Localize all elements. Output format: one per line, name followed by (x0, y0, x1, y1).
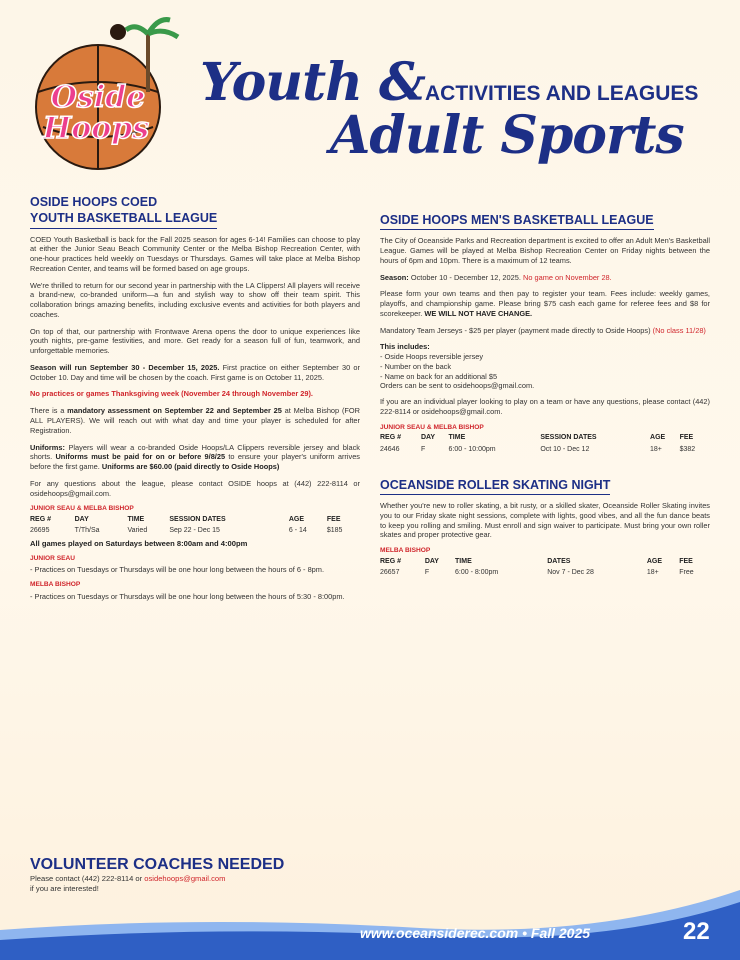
volunteer-section (30, 856, 370, 894)
table-row: 26657 F 6:00 - 8:00pm Nov 7 - Dec 28 18+ Free (380, 569, 694, 577)
season-dates-bold: Season will run September 30 - December 15, 2025. (30, 362, 220, 372)
mens-league-section (380, 212, 710, 578)
title-line-2: Adult Sports (330, 105, 684, 166)
games-note: All games played on Saturdays between 8:00am and 4:00pm (30, 538, 248, 548)
youth-title-line-2: YOUTH BASKETBALL LEAGUE (30, 210, 217, 228)
junior-seau-text: - Practices on Tuesdays or Thursdays will be one hour long between the hours of 6 - 8pm. (30, 565, 325, 575)
junior-seau-heading: JUNIOR SEAU (30, 554, 76, 562)
mens-season-paragraph: Season: October 10 - December 12, 2025. No game on November 28. (380, 272, 612, 282)
oside-hoops-logo (18, 12, 188, 177)
svg-text:Oside: Oside (50, 80, 146, 115)
page-number: 22 (683, 918, 710, 945)
list-item: Orders can be sent to osidehoops@gmail.com. (380, 381, 535, 391)
assessment-dates: mandatory assessment on September 22 and September 25 (67, 406, 282, 416)
svg-text:Hoops: Hoops (42, 111, 150, 146)
melba-bishop-text: - Practices on Tuesdays or Thursdays will be one hour long between the hours of 5:30 - 8:00pm. (30, 591, 345, 601)
includes-heading: This includes: (380, 342, 430, 352)
title-line-1: Youth & (200, 52, 425, 113)
mens-location: JUNIOR SEAU & MELBA BISHOP (380, 423, 484, 431)
youth-title-line-1: OSIDE HOOPS COED (30, 195, 158, 209)
list-item: - Name on back for an additional $5 (380, 371, 498, 381)
skating-title: OCEANSIDE ROLLER SKATING NIGHT (380, 477, 610, 495)
volunteer-contact: Please contact (442) 222-8114 or osidehoops@gmail.com (30, 874, 226, 883)
list-item: - Number on the back (380, 361, 452, 371)
melba-bishop-heading: MELBA BISHOP (30, 581, 81, 588)
page-header (0, 0, 740, 180)
youth-paragraph-2: We're thrilled to return for our second year in partnership with the LA Clippers! All players will receive a brand-new, co-branded uniform—a fun and stylish way to show off their team spirit. This collaboration brings amazing benefits, including exclusive events and activities for both players and coaches. (30, 280, 360, 319)
skating-reg-table: REG # DAY TIME DATES AGE FEE 26657 F 6:00 - 8:00pm Nov 7 - Dec 28 18+ Free (380, 556, 710, 578)
assessment-paragraph: There is a mandatory assessment on September 22 and September 25 at Melba Bishop (FOR ALL PLAYERS). We will reach out with what day and time your player is scheduled for after Registration. (30, 406, 361, 435)
mens-fees-paragraph: Please form your own teams and then pay to register your team. Fees include: weekly games, playoffs, and championship game. Please bring $75 cash each game for referee fees and $8 for scorekeeper. WE WILL NOT HAVE CHANGE. (380, 289, 710, 318)
includes-list (380, 352, 710, 391)
skating-location: MELBA BISHOP (380, 547, 431, 555)
volunteer-email-link[interactable]: osidehoops@gmail.com (144, 874, 226, 883)
youth-reg-table: REG # DAY TIME SESSION DATES AGE FEE 26695 T/Th/Sa Varied Sep 22 - Dec 15 6 - 14 $185 (30, 514, 360, 536)
volunteer-line-2: if you are interested! (30, 883, 99, 893)
mens-paragraph-1: The City of Oceanside Parks and Recreation department is excited to offer an Adult Men's Basketball League. Games will be played at Melba Bishop Recreation Center on Friday nights between the hours of 6pm and 10pm. There is a maximum of 12 teams. (380, 236, 710, 265)
youth-season-paragraph (30, 363, 360, 383)
youth-location: JUNIOR SEAU & MELBA BISHOP (30, 505, 134, 513)
list-item: - Oside Hoops reversible jersey (380, 352, 484, 362)
youth-league-section (30, 194, 360, 601)
mens-title: OSIDE HOOPS MEN'S BASKETBALL LEAGUE (380, 212, 654, 230)
mens-reg-table: REG # DAY TIME SESSION DATES AGE FEE 24646 F 6:00 - 10:00pm Oct 10 - Dec 12 18+ $382 (380, 432, 710, 454)
youth-contact-paragraph: For any questions about the league, please contact OSIDE hoops at (442) 222-8114 or osidehoops@gmail.com. (30, 478, 360, 498)
mens-contact-paragraph: If you are an individual player looking to play on a team or have any questions, please contact (442) 222-8114 or osidehoops@gmail.com. (380, 397, 710, 416)
skating-paragraph: Whether you're new to roller skating, a bit rusty, or a skilled skater, Oceanside Roller Skating invites you to our Friday skate night sessions, complete with lights, good vibes, and all the fun dance beats to keep you rolling and smiling. Must enroll and sign waiver to participate. Must bring your own roller skates and proper protective gear. (380, 501, 710, 540)
table-row: 26695 T/Th/Sa Varied Sep 22 - Dec 15 6 - 14 $185 (30, 527, 343, 535)
mens-jersey-paragraph: Mandatory Team Jerseys - $25 per player (payment made directly to Oside Hoops) (No class 11/28) (380, 325, 706, 335)
uniforms-paragraph: Uniforms: Players will wear a co-branded Oside Hoops/LA Clippers reversible jersey and black shorts. Uniforms must be paid for on or before 9/8/25 to ensure your player's uniform arrives before the first game. Uniforms are $60.00 (paid directly to Oside Hoops) (30, 442, 361, 472)
volunteer-title: VOLUNTEER COACHES NEEDED (30, 856, 285, 873)
page-subtitle: ACTIVITIES AND LEAGUES (425, 82, 699, 105)
youth-paragraph-3: On top of that, our partnership with Frontwave Arena opens the door to unique experiences like youth nights, pre-game festivities, and more. Get ready for a season full of fun, teamwork, and unforgettable memories. (30, 326, 360, 356)
footer-url[interactable]: www.oceansiderec.com • Fall 2025 (360, 925, 591, 941)
season-details: First practice on either September 30 or October 10. Day and time will be chosen by the coach. First game is on October 11, 2025. (30, 362, 360, 382)
youth-paragraph-1: COED Youth Basketball is back for the Fall 2025 season for ages 6-14! Families can choose to play at either the Junior Seau Beach Community Center or the Melba Bishop Recreation Center, with one-hour practices held weekly on Tuesdays or Thursdays. Games will take place at Melba Bishop Recreation Center, and teams will be formed based on age groups. (30, 234, 360, 273)
table-row: 24646 F 6:00 - 10:00pm Oct 10 - Dec 12 18+ $382 (380, 445, 696, 453)
thanksgiving-notice: No practices or games Thanksgiving week (November 24 through November 29). (30, 389, 313, 399)
